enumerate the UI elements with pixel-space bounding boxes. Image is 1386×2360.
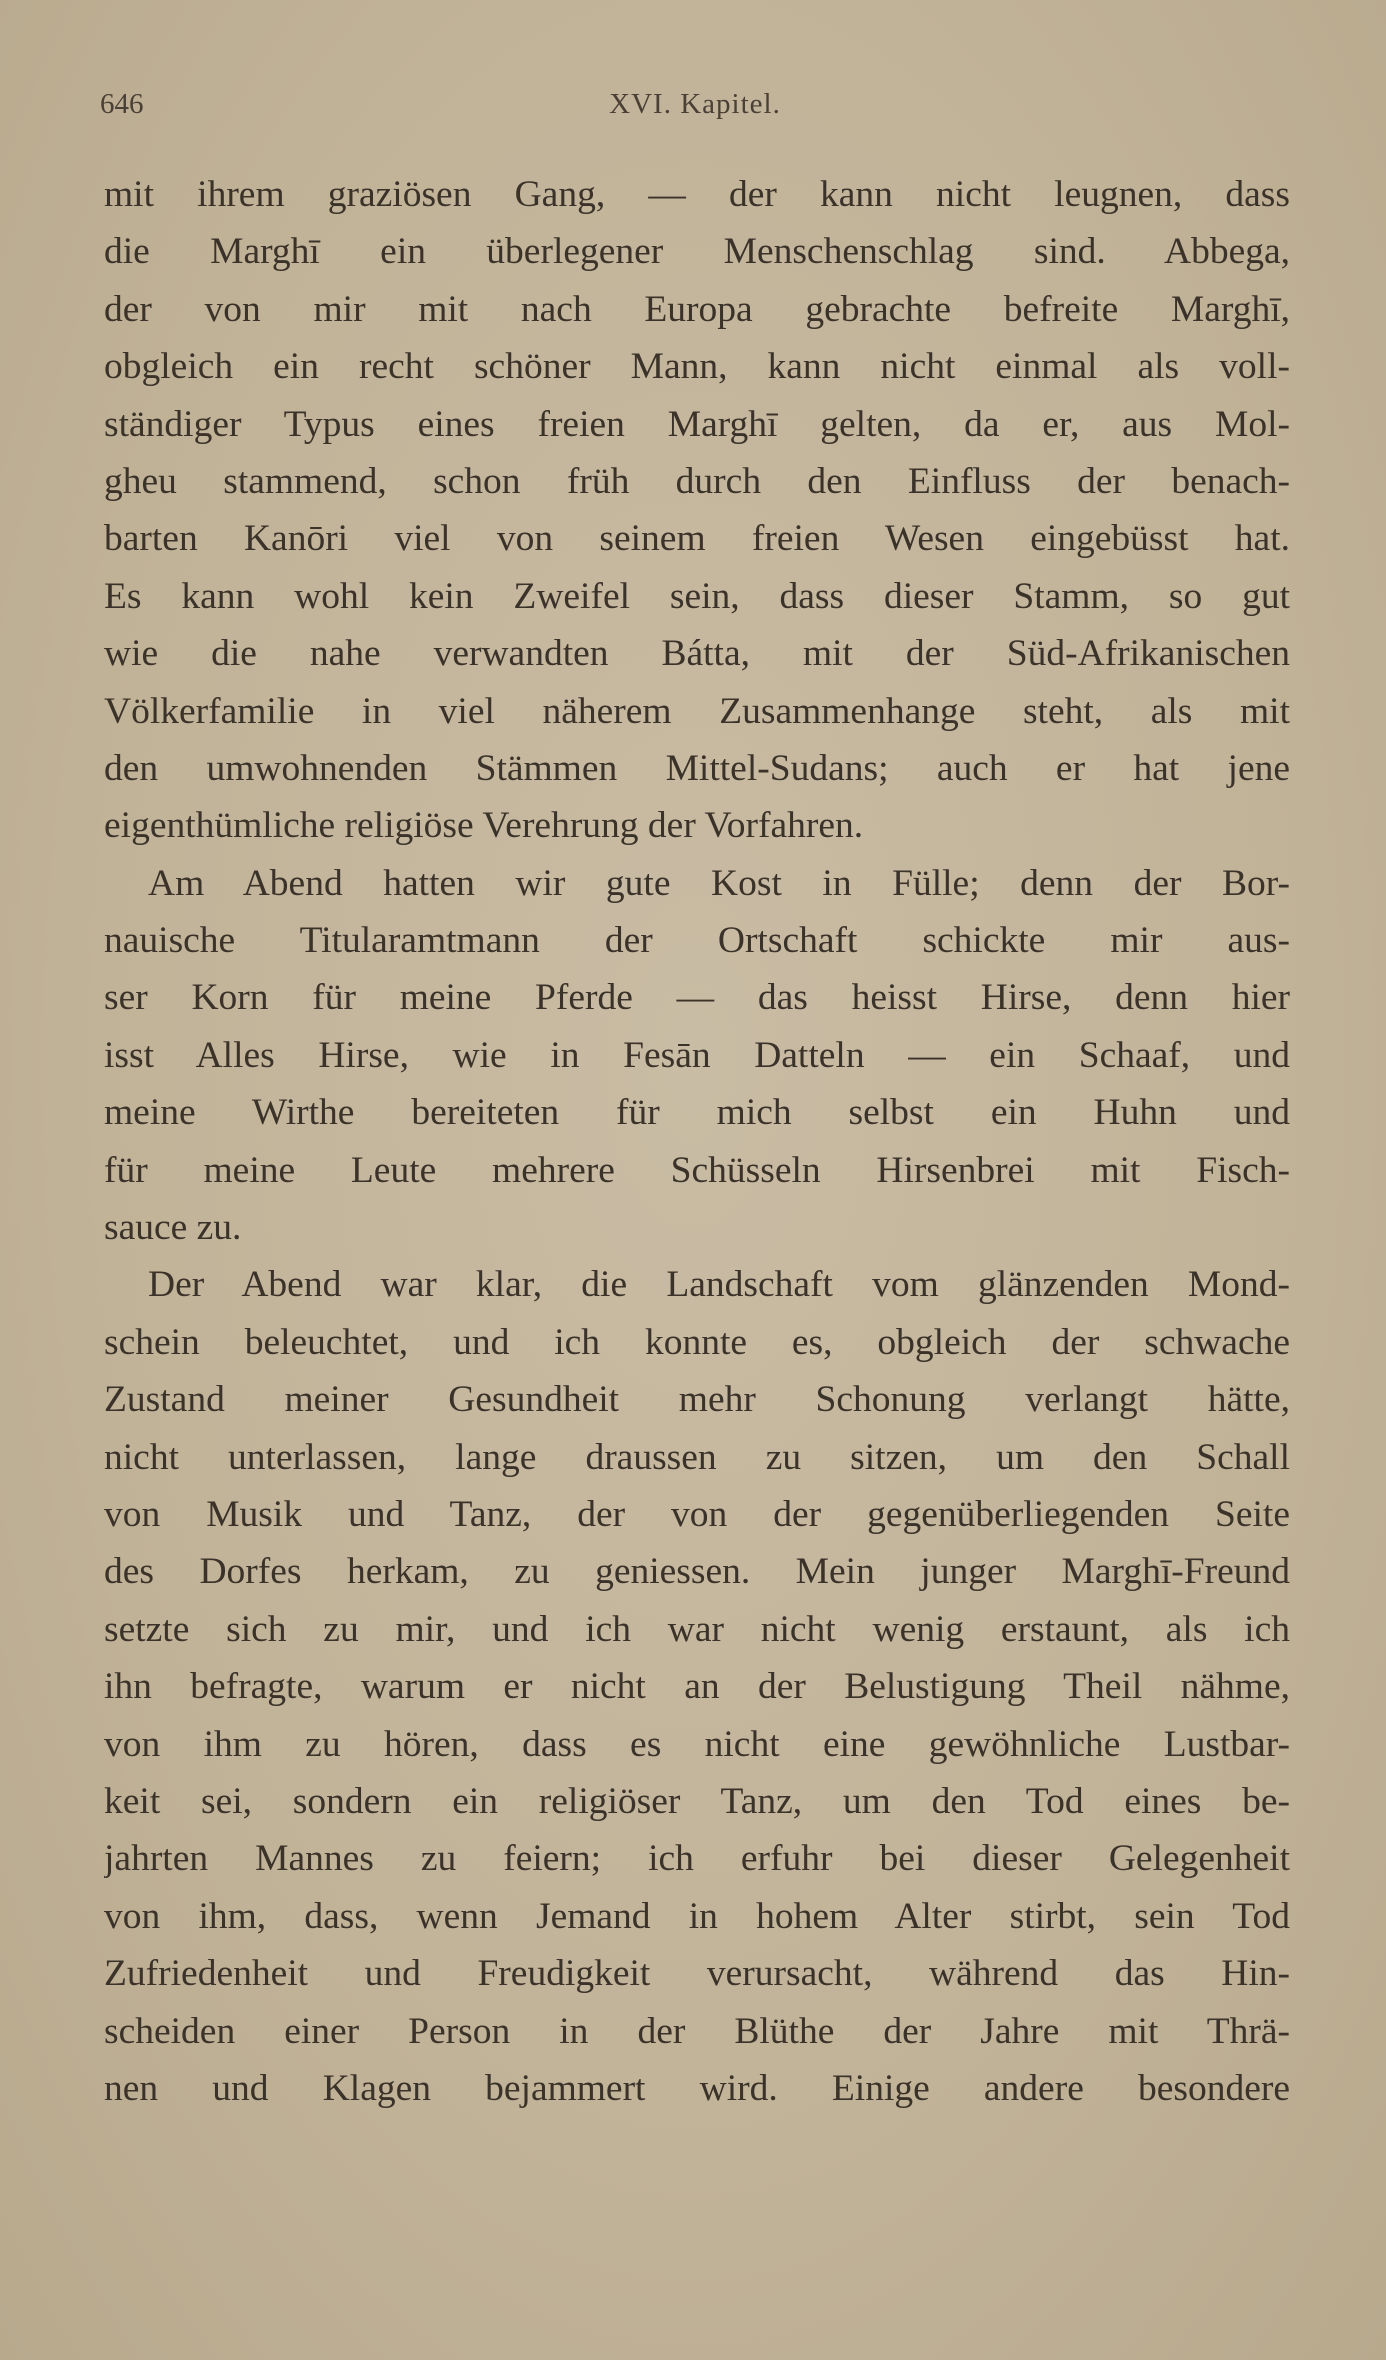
text-line: jahrten Mannes zu feiern; ich erfuhr bei dieser Gelegenheit <box>104 1838 1290 1880</box>
text-line: eigenthümliche religiöse Verehrung der Vorfahren. <box>104 805 864 847</box>
text-line: meine Wirthe bereiteten für mich selbst ein Huhn und <box>104 1092 1290 1134</box>
text-line: schein beleuchtet, und ich konnte es, obgleich der schwache <box>104 1321 1290 1363</box>
text-line: Am Abend hatten wir gute Kost in Fülle; denn der Bor- <box>148 862 1290 904</box>
text-line: die Marghī ein überlegener Menschenschlag sind. Abbega, <box>104 231 1290 273</box>
body-text <box>104 166 1290 2117</box>
text-line: sauce zu. <box>104 1207 242 1249</box>
text-line: barten Kanōri viel von seinem freien Wesen eingebüsst hat. <box>104 518 1290 560</box>
text-line: Völkerfamilie in viel näherem Zusammenhange steht, als mit <box>104 690 1290 732</box>
text-line: nicht unterlassen, lange draussen zu sitzen, um den Schall <box>104 1436 1290 1478</box>
text-line: Zufriedenheit und Freudigkeit verursacht, während das Hin- <box>104 1953 1290 1995</box>
text-line: von Musik und Tanz, der von der gegenüberliegenden Seite <box>104 1493 1290 1535</box>
text-line: setzte sich zu mir, und ich war nicht wenig erstaunt, als ich <box>104 1608 1290 1650</box>
text-line: wie die nahe verwandten Bátta, mit der Süd-Afrikanischen <box>104 633 1290 675</box>
text-line: für meine Leute mehrere Schüsseln Hirsenbrei mit Fisch- <box>104 1149 1290 1191</box>
text-line: scheiden einer Person in der Blüthe der Jahre mit Thrä- <box>104 2010 1290 2052</box>
text-line: gheu stammend, schon früh durch den Einfluss der benach- <box>104 460 1290 502</box>
chapter-title: XVI. Kapitel. <box>609 88 781 120</box>
text-line: von ihm, dass, wenn Jemand in hohem Alter stirbt, sein Tod <box>104 1895 1290 1937</box>
text-line: ser Korn für meine Pferde — das heisst Hirse, denn hier <box>104 977 1290 1019</box>
text-line: obgleich ein recht schöner Mann, kann nicht einmal als voll- <box>104 346 1290 388</box>
running-head <box>100 88 1290 128</box>
text-line: keit sei, sondern ein religiöser Tanz, um den Tod eines be- <box>104 1780 1290 1822</box>
text-line: der von mir mit nach Europa gebrachte befreite Marghī, <box>104 288 1290 330</box>
text-line: mit ihrem graziösen Gang, — der kann nicht leugnen, dass <box>104 174 1290 215</box>
text-line: des Dorfes herkam, zu geniessen. Mein junger Marghī-Freund <box>104 1551 1290 1593</box>
text-line: ständiger Typus eines freien Marghī gelten, da er, aus Mol- <box>104 403 1290 445</box>
text-line: von ihm zu hören, dass es nicht eine gewöhnliche Lustbar- <box>104 1723 1290 1765</box>
text-line: Zustand meiner Gesundheit mehr Schonung verlangt hätte, <box>104 1379 1290 1421</box>
text-line: Der Abend war klar, die Landschaft vom glänzenden Mond- <box>148 1264 1290 1306</box>
text-line: nen und Klagen bejammert wird. Einige andere besondere <box>104 2067 1290 2109</box>
text-line: ihn befragte, warum er nicht an der Belustigung Theil nähme, <box>104 1666 1290 1708</box>
text-line: isst Alles Hirse, wie in Fesān Datteln — ein Schaaf, und <box>104 1034 1290 1076</box>
text-line: den umwohnenden Stämmen Mittel-Sudans; auch er hat jene <box>104 747 1290 789</box>
page-number: 646 <box>100 88 144 120</box>
text-line: nauische Titularamtmann der Ortschaft schickte mir aus- <box>104 920 1290 962</box>
text-line: Es kann wohl kein Zweifel sein, dass dieser Stamm, so gut <box>104 575 1290 617</box>
